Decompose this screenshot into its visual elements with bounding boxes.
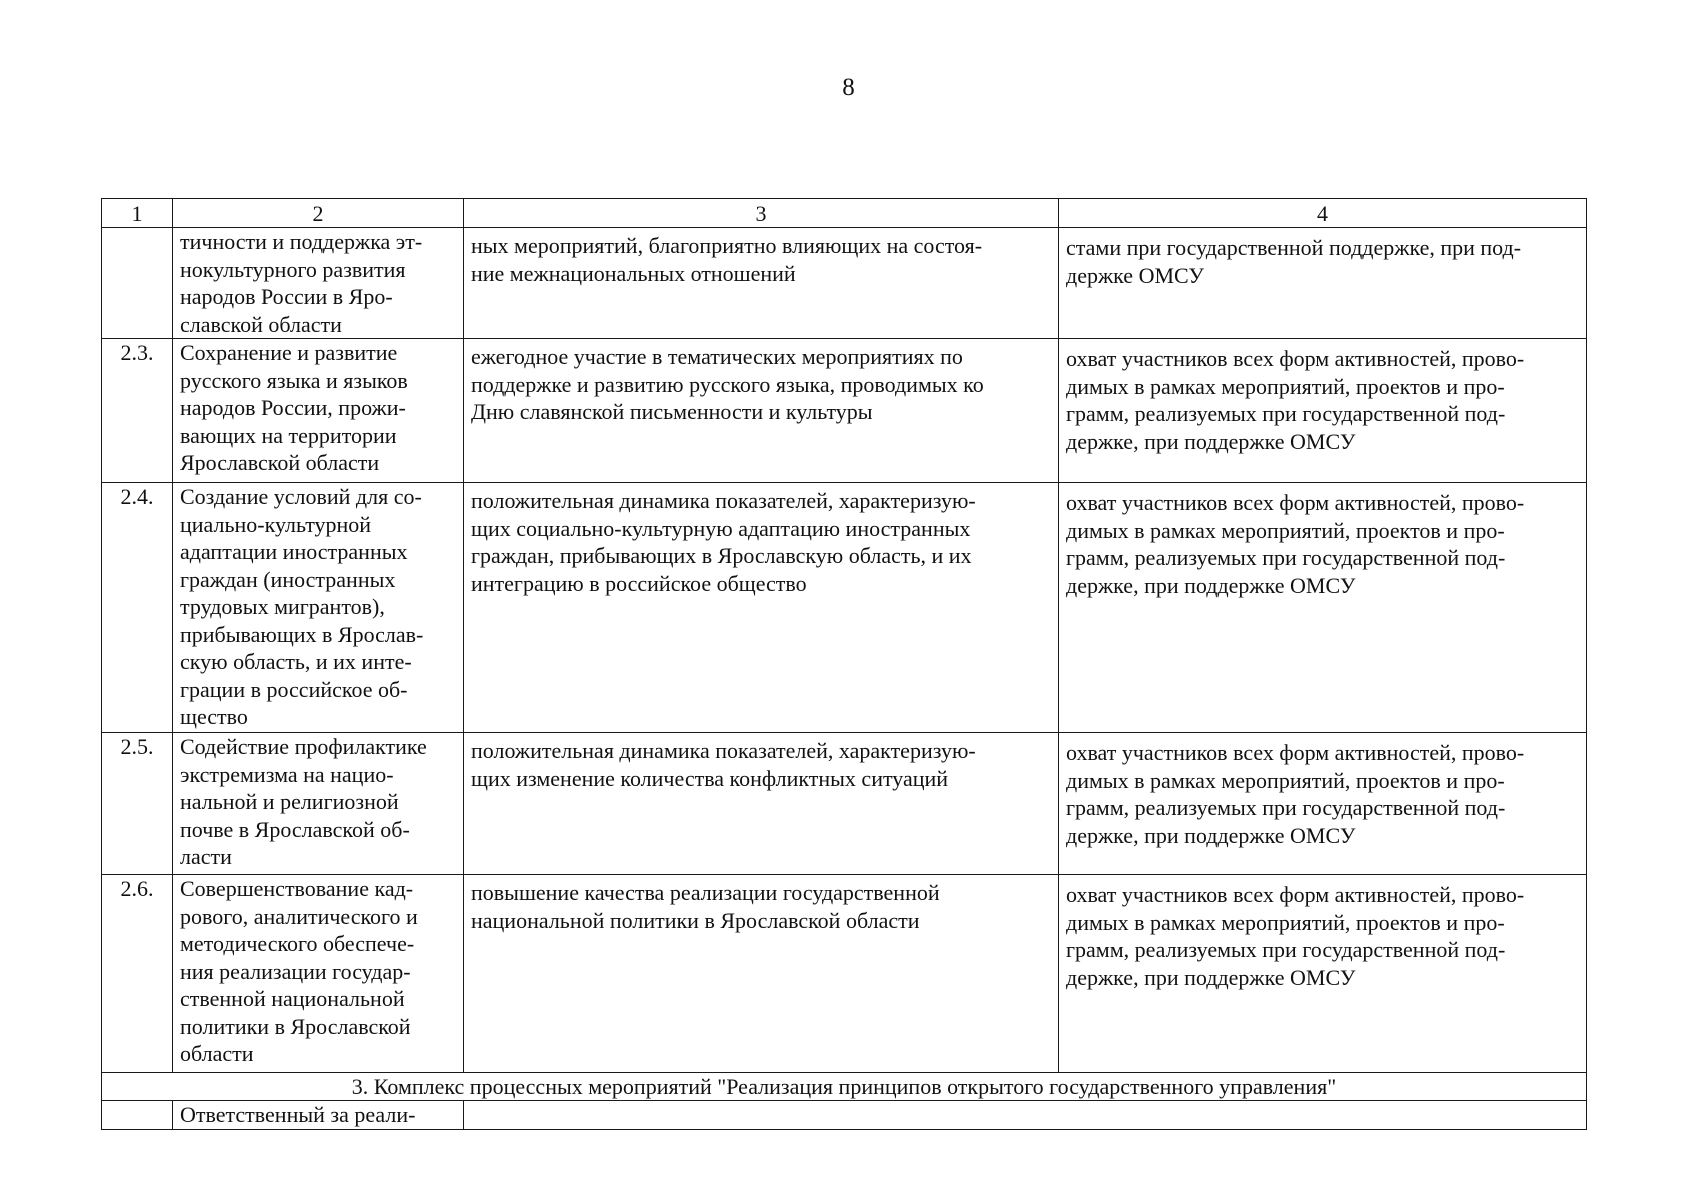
result-text: повышение качества реализации государственной национальной политики в Ярославской области [471, 880, 940, 933]
task-cell [173, 483, 464, 733]
result-text: ежегодное участие в тематических мероприятиях по поддержке и развитию русского языка, проводимых ко Дню славянской письменности и культуры [471, 344, 984, 424]
section-title: 3. Комплекс процессных мероприятий "Реализация принципов открытого государственного управления" [102, 1073, 1587, 1101]
result-cell [464, 228, 1059, 339]
indicator-text: охват участников всех форм активностей, прово- димых в рамках мероприятий, проектов и про- грамм, реализуемых при государственной под- держке, при поддержке ОМСУ [1066, 740, 1525, 848]
row-number [102, 1101, 173, 1130]
task-cell [173, 875, 464, 1073]
task-cell [173, 1101, 464, 1130]
result-text: положительная динамика показателей, характеризую- щих изменение количества конфликтных ситуаций [471, 738, 976, 791]
result-cell [464, 733, 1059, 875]
result-cell [464, 483, 1059, 733]
row-number: 2.5. [102, 733, 173, 875]
header-col-3: 3 [464, 199, 1059, 228]
header-col-2: 2 [173, 199, 464, 228]
row-number [102, 228, 173, 339]
task-text: Ответственный за реали- [180, 1102, 416, 1127]
table-row [102, 1101, 1587, 1130]
task-text: Содействие профилактике экстремизма на нацио- нальной и религиозной почве в Ярославской об- ласти [180, 734, 427, 869]
task-text: Сохранение и развитие русского языка и языков народов России, прожи- вающих на территории Ярославской области [180, 340, 408, 475]
table-row [102, 228, 1587, 339]
indicator-text: стами при государственной поддержке, при под- держке ОМСУ [1066, 235, 1522, 288]
result-text: положительная динамика показателей, характеризую- щих социально-культурную адаптацию иностранных граждан, прибывающих в Ярославскую область, и их интеграцию в российское общество [471, 488, 976, 596]
indicator-cell [1059, 228, 1587, 339]
indicator-cell [1059, 483, 1587, 733]
empty-cell [464, 1101, 1587, 1130]
task-cell [173, 339, 464, 483]
measures-table [101, 198, 1587, 1130]
header-col-1: 1 [102, 199, 173, 228]
table-row [102, 733, 1587, 875]
section-row [102, 1073, 1587, 1101]
result-text: ных мероприятий, благоприятно влияющих на состоя- ние межнациональных отношений [471, 233, 983, 286]
table-row [102, 339, 1587, 483]
row-number: 2.4. [102, 483, 173, 733]
row-number: 2.6. [102, 875, 173, 1073]
indicator-cell [1059, 339, 1587, 483]
table-row [102, 483, 1587, 733]
page-number: 8 [842, 74, 855, 101]
header-col-4: 4 [1059, 199, 1587, 228]
indicator-text: охват участников всех форм активностей, прово- димых в рамках мероприятий, проектов и про- грамм, реализуемых при государственной под- держке, при поддержке ОМСУ [1066, 346, 1525, 454]
task-cell [173, 733, 464, 875]
result-cell [464, 339, 1059, 483]
task-text: Совершенствование кад- рового, аналитического и методического обеспече- ния реализации государ- ственной национальной политики в Ярославской области [180, 876, 418, 1066]
table-row [102, 875, 1587, 1073]
table-header-row [102, 199, 1587, 228]
indicator-cell [1059, 733, 1587, 875]
indicator-text: охват участников всех форм активностей, прово- димых в рамках мероприятий, проектов и про- грамм, реализуемых при государственной под- держке, при поддержке ОМСУ [1066, 490, 1525, 598]
indicator-cell [1059, 875, 1587, 1073]
task-text: тичности и поддержка эт- нокультурного развития народов России в Яро- славской области [180, 229, 423, 337]
task-cell [173, 228, 464, 339]
task-text: Создание условий для со- циально-культурной адаптации иностранных граждан (иностранных трудовых мигрантов), прибывающих в Ярослав- скую область, и их инте- грации в российское об- щество [180, 484, 424, 729]
indicator-text: охват участников всех форм активностей, прово- димых в рамках мероприятий, проектов и про- грамм, реализуемых при государственной под- держке, при поддержке ОМСУ [1066, 882, 1525, 990]
row-number: 2.3. [102, 339, 173, 483]
result-cell [464, 875, 1059, 1073]
